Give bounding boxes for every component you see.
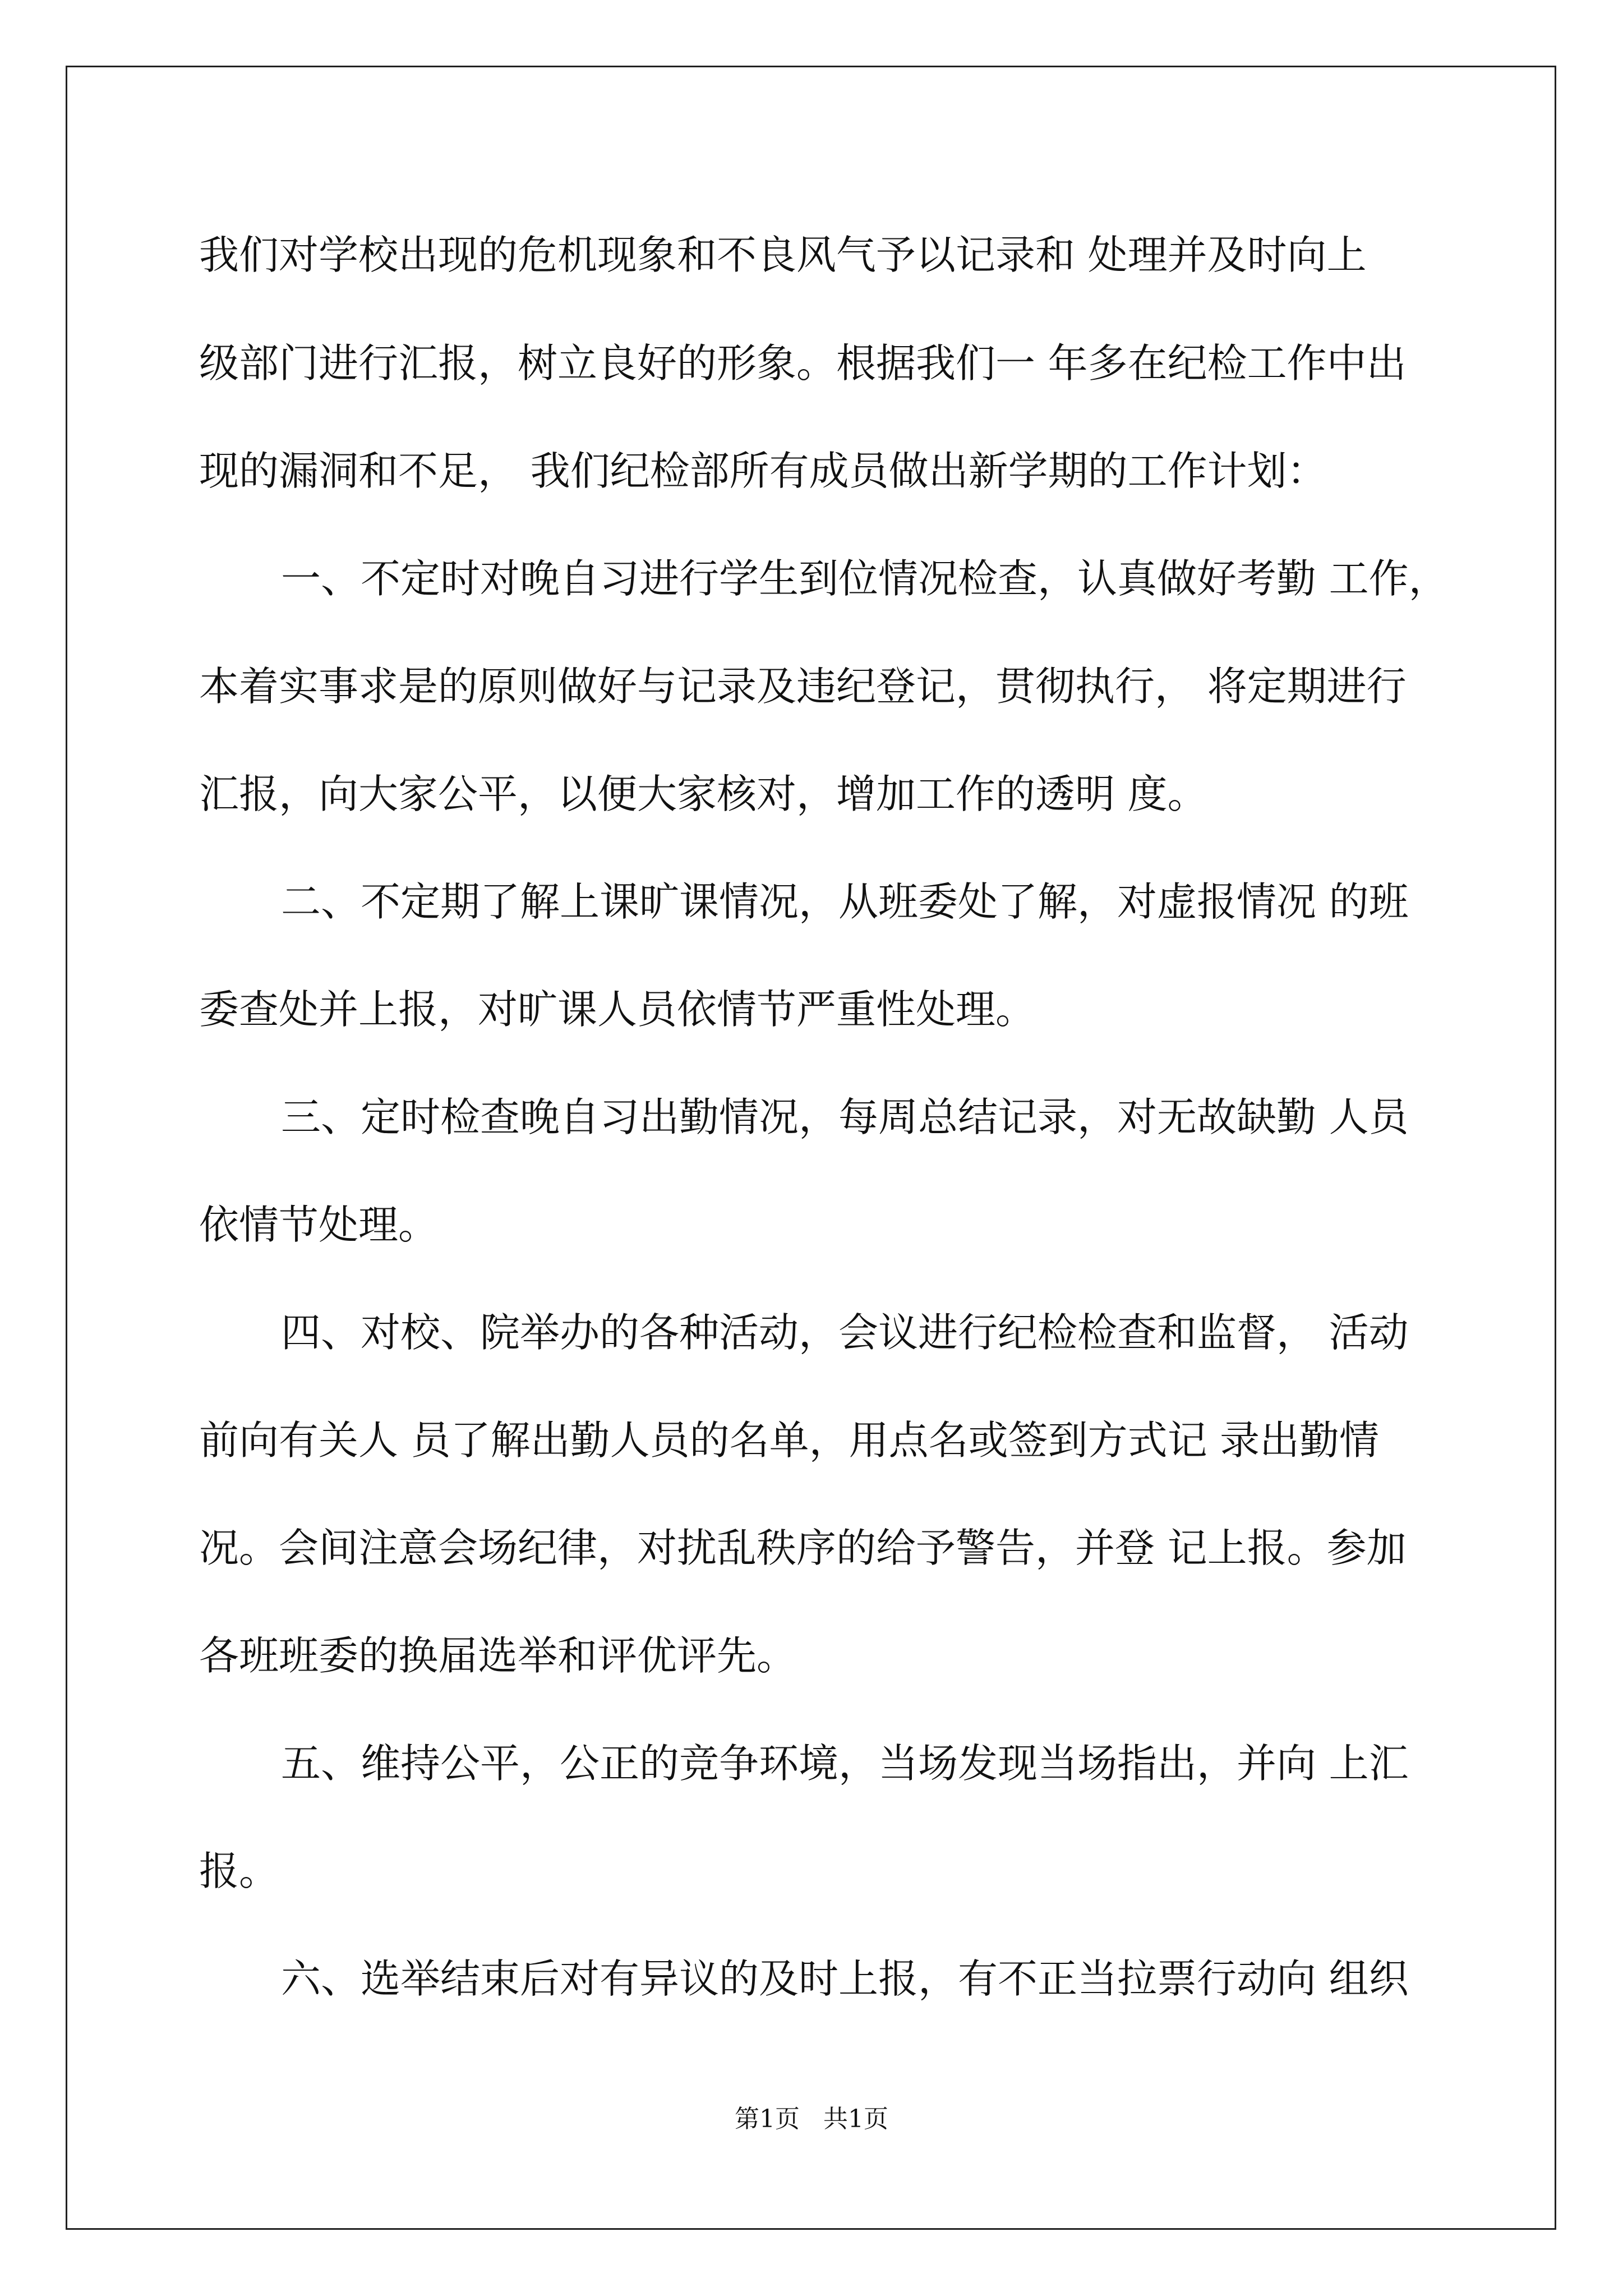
page-footer — [0, 2102, 1623, 2136]
text-line: 本着实事求是的原则做好与记录及违纪登记，贯彻执行， 将定期进行 — [199, 663, 1407, 710]
text-line: 现的漏洞和不足， 我们纪检部所有成员做出新学期的工作计划： — [199, 448, 1327, 494]
text-line: 委查处并上报，对旷课人员依情节严重性处理。 — [199, 986, 1036, 1033]
text-line: 报。 — [199, 1848, 279, 1894]
text-line: 我们对学校出现的危机现象和不良风气予以记录和 处理并及时向上 — [199, 232, 1367, 278]
text-line: 四、对校、院举办的各种活动，会议进行纪检检查和监督， 活动 — [281, 1309, 1409, 1356]
text-line: 一、不定时对晚自习进行学生到位情况检查，认真做好考勤 工作， — [281, 555, 1449, 602]
page-count: 共1页 — [823, 2105, 888, 2133]
text-line: 二、不定期了解上课旷课情况，从班委处了解，对虚报情况 的班 — [281, 878, 1409, 925]
text-line: 况。会间注意会场纪律，对扰乱秩序的给予警告，并登 记上报。参加 — [199, 1525, 1407, 1571]
page-border — [66, 66, 1556, 2230]
text-line: 三、定时检查晚自习出勤情况，每周总结记录，对无故缺勤 人员 — [281, 1094, 1409, 1140]
text-line: 依情节处理。 — [199, 1202, 439, 1248]
text-line: 六、选举结束后对有异议的及时上报，有不正当拉票行动向 组织 — [281, 1955, 1409, 2002]
page-number: 第1页 — [735, 2105, 800, 2133]
text-line: 五、维持公平，公正的竞争环境，当场发现当场指出，并向 上汇 — [281, 1740, 1409, 1787]
text-line: 各班班委的换届选举和评优评先。 — [199, 1632, 797, 1679]
text-line: 汇报，向大家公平，以便大家核对，增加工作的透明 度。 — [199, 771, 1207, 817]
text-line: 前向有关人 员了解出勤人员的名单，用点名或签到方式记 录出勤情 — [199, 1417, 1380, 1464]
text-line: 级部门进行汇报，树立良好的形象。根据我们一 年多在纪检工作中出 — [199, 340, 1407, 386]
